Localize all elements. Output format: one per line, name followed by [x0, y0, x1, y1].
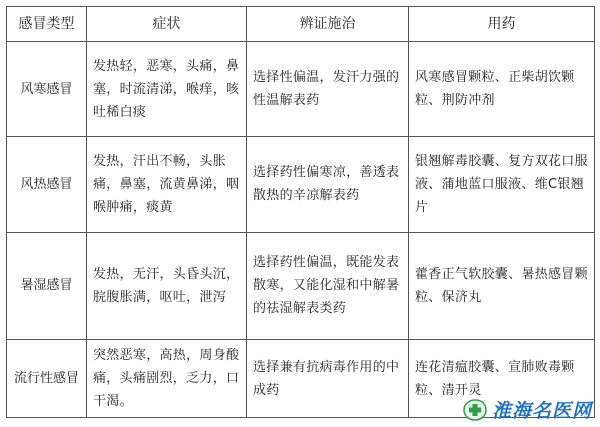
- table-row: [7, 137, 595, 232]
- medicine-cell: 连花清瘟胶囊、宣肺败毒颗粒、清开灵: [409, 340, 595, 418]
- table-row: [7, 232, 595, 340]
- table-header-row: [7, 7, 595, 42]
- symptoms-cell: 发热，汗出不畅，头胀痛，鼻塞，流黄鼻涕，咽喉肿痛，痰黄: [87, 137, 247, 232]
- treatment-cell: 选择药性偏温，既能发表散寒，又能化湿和中解暑的祛湿解表类药: [247, 232, 409, 340]
- symptoms-cell: 发热轻，恶寒，头痛，鼻塞，时流清涕，喉痒，咳吐稀白痰: [87, 42, 247, 137]
- symptoms-cell: 发热，无汗，头昏头沉，脘腹胀满，呕吐，泄泻: [87, 232, 247, 340]
- watermark-text: 淮海名医网: [491, 400, 592, 422]
- symptoms-cell: 突然恶寒，高热，周身酸痛，头痛剧烈，乏力，口干渴。: [87, 340, 247, 418]
- treatment-cell: 选择药性偏寒凉，善透表散热的辛凉解表药: [247, 137, 409, 232]
- site-watermark: [462, 396, 592, 423]
- table-row: [7, 42, 595, 137]
- header-medicine: 用药: [409, 7, 595, 42]
- treatment-cell: 选择性偏温，发汗力强的性温解表药: [247, 42, 409, 137]
- medicine-cell: 风寒感冒颗粒、正柴胡饮颗粒、荆防冲剂: [409, 42, 595, 137]
- cold-type-cell: 风热感冒: [7, 137, 87, 232]
- cold-treatment-table-wrapper: [6, 6, 594, 418]
- header-treatment: 辨证施治: [247, 7, 409, 42]
- cold-type-cell: 流行性感冒: [7, 340, 87, 418]
- medicine-cell: 藿香正气软胶囊、暑热感冒颗粒、保济丸: [409, 232, 595, 340]
- cold-type-cell: 风寒感冒: [7, 42, 87, 137]
- cold-type-cell: 暑湿感冒: [7, 232, 87, 340]
- treatment-cell: 选择兼有抗病毒作用的中成药: [247, 340, 409, 418]
- header-cold-type: 感冒类型: [7, 7, 87, 42]
- header-symptoms: 症状: [87, 7, 247, 42]
- cold-treatment-table: [6, 6, 595, 418]
- medicine-cell: 银翘解毒胶囊、复方双花口服液、蒲地蓝口服液、维C银翘片: [409, 137, 595, 232]
- green-cross-icon: [462, 398, 488, 422]
